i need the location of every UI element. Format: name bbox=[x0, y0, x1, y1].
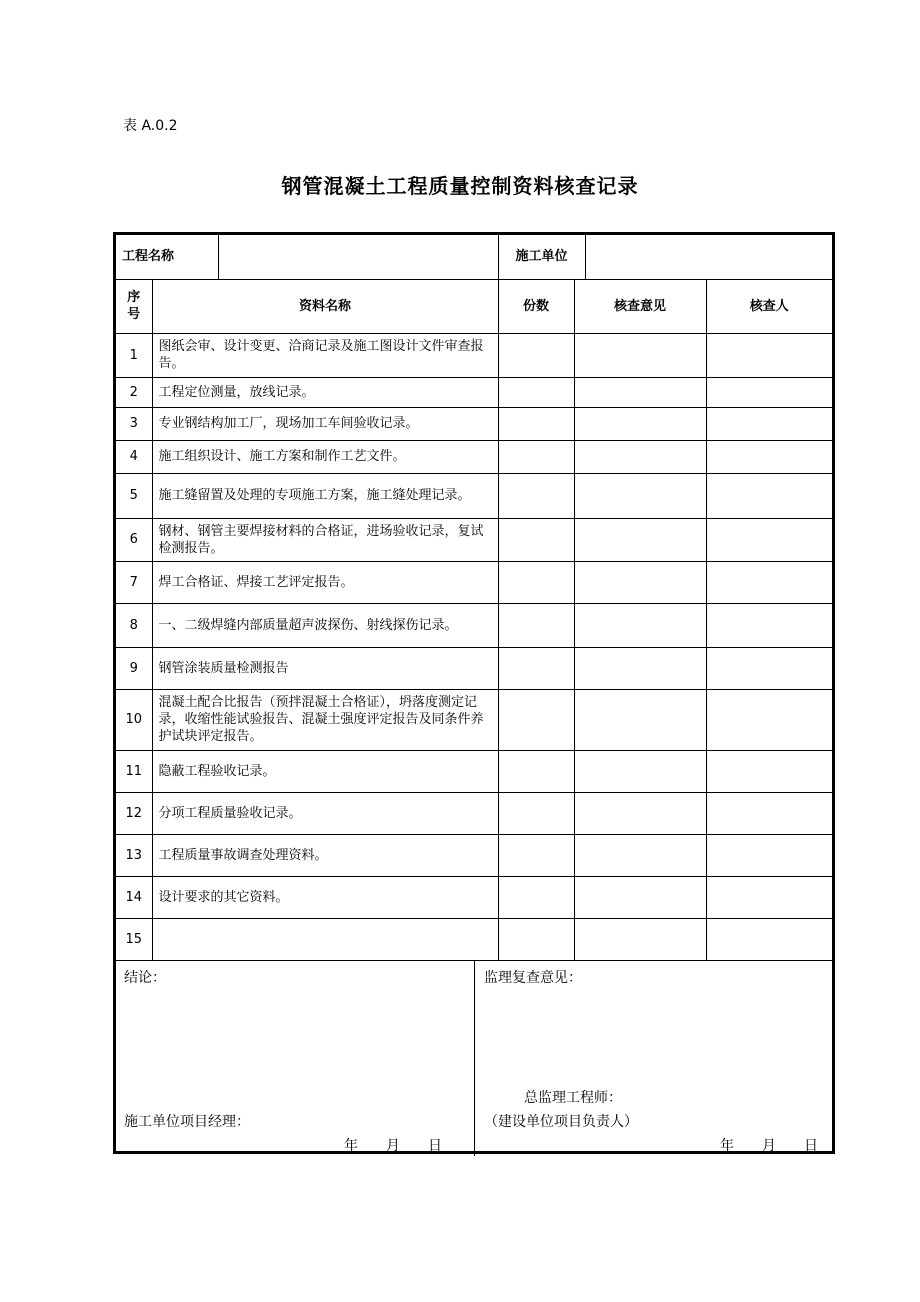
left-date: 年 月 日 bbox=[344, 1137, 442, 1154]
opinion-cell[interactable] bbox=[574, 473, 706, 518]
header-row bbox=[116, 235, 832, 279]
row-number: 6 bbox=[116, 518, 152, 561]
checker-cell[interactable] bbox=[706, 561, 832, 603]
copies-cell[interactable] bbox=[498, 792, 574, 834]
document-name: 钢管涂装质量检测报告 bbox=[152, 647, 498, 689]
checker-cell[interactable] bbox=[706, 834, 832, 876]
document-name: 混凝土配合比报告（预拌混凝土合格证），坍落度测定记录，收缩性能试验报告、混凝土强度评定报告及同条件养护试块评定报告。 bbox=[152, 689, 498, 750]
row-number: 14 bbox=[116, 876, 152, 918]
record-sheet bbox=[113, 232, 835, 1154]
chief-engineer-label: 总监理工程师： bbox=[524, 1089, 622, 1106]
checker-cell[interactable] bbox=[706, 918, 832, 960]
table-row bbox=[116, 473, 832, 518]
row-number: 15 bbox=[116, 918, 152, 960]
opinion-cell[interactable] bbox=[574, 603, 706, 647]
opinion-cell[interactable] bbox=[574, 407, 706, 440]
opinion-cell[interactable] bbox=[574, 647, 706, 689]
row-number: 10 bbox=[116, 689, 152, 750]
document-name: 工程定位测量，放线记录。 bbox=[152, 377, 498, 407]
document-name: 专业钢结构加工厂，现场加工车间验收记录。 bbox=[152, 407, 498, 440]
contractor-field[interactable] bbox=[585, 235, 832, 279]
document-name: 工程质量事故调查处理资料。 bbox=[152, 834, 498, 876]
copies-cell[interactable] bbox=[498, 561, 574, 603]
record-table bbox=[116, 235, 832, 961]
copies-cell[interactable] bbox=[498, 750, 574, 792]
row-number: 1 bbox=[116, 333, 152, 377]
row-number: 8 bbox=[116, 603, 152, 647]
table-row bbox=[116, 876, 832, 918]
row-number: 12 bbox=[116, 792, 152, 834]
checker-cell[interactable] bbox=[706, 750, 832, 792]
table-row bbox=[116, 333, 832, 377]
document-name bbox=[152, 918, 498, 960]
row-number: 5 bbox=[116, 473, 152, 518]
table-row bbox=[116, 689, 832, 750]
col-opinion-header: 核查意见 bbox=[574, 279, 706, 333]
copies-cell[interactable] bbox=[498, 407, 574, 440]
table-row bbox=[116, 792, 832, 834]
contractor-pm-label: 施工单位项目经理： bbox=[124, 1113, 250, 1130]
form-code: 表 A.0.2 bbox=[123, 118, 178, 134]
col-copies-header: 份数 bbox=[498, 279, 574, 333]
row-number: 11 bbox=[116, 750, 152, 792]
page-title: 钢管混凝土工程质量控制资料核查记录 bbox=[281, 174, 639, 198]
opinion-cell[interactable] bbox=[574, 750, 706, 792]
project-name-field[interactable] bbox=[218, 235, 498, 279]
conclusion-label: 结论： bbox=[124, 969, 166, 986]
document-name: 钢材、钢管主要焊接材料的合格证，进场验收记录，复试检测报告。 bbox=[152, 518, 498, 561]
table-row bbox=[116, 918, 832, 960]
opinion-cell[interactable] bbox=[574, 561, 706, 603]
table-row bbox=[116, 407, 832, 440]
checker-cell[interactable] bbox=[706, 473, 832, 518]
contractor-label: 施工单位 bbox=[498, 235, 585, 279]
col-checker-header: 核查人 bbox=[706, 279, 832, 333]
row-number: 7 bbox=[116, 561, 152, 603]
checker-cell[interactable] bbox=[706, 377, 832, 407]
table-row bbox=[116, 561, 832, 603]
row-number: 4 bbox=[116, 440, 152, 473]
row-number: 2 bbox=[116, 377, 152, 407]
table-row bbox=[116, 603, 832, 647]
project-name-label: 工程名称 bbox=[116, 235, 218, 279]
table-row bbox=[116, 440, 832, 473]
copies-cell[interactable] bbox=[498, 918, 574, 960]
row-number: 13 bbox=[116, 834, 152, 876]
opinion-cell[interactable] bbox=[574, 377, 706, 407]
copies-cell[interactable] bbox=[498, 689, 574, 750]
checker-cell[interactable] bbox=[706, 876, 832, 918]
copies-cell[interactable] bbox=[498, 647, 574, 689]
document-name: 一、二级焊缝内部质量超声波探伤、射线探伤记录。 bbox=[152, 603, 498, 647]
table-row bbox=[116, 647, 832, 689]
copies-cell[interactable] bbox=[498, 603, 574, 647]
copies-cell[interactable] bbox=[498, 377, 574, 407]
document-name: 施工组织设计、施工方案和制作工艺文件。 bbox=[152, 440, 498, 473]
document-name: 施工缝留置及处理的专项施工方案，施工缝处理记录。 bbox=[152, 473, 498, 518]
checker-cell[interactable] bbox=[706, 407, 832, 440]
copies-cell[interactable] bbox=[498, 834, 574, 876]
opinion-cell[interactable] bbox=[574, 689, 706, 750]
opinion-cell[interactable] bbox=[574, 876, 706, 918]
copies-cell[interactable] bbox=[498, 333, 574, 377]
checker-cell[interactable] bbox=[706, 792, 832, 834]
checker-cell[interactable] bbox=[706, 518, 832, 561]
opinion-cell[interactable] bbox=[574, 792, 706, 834]
supervision-label: 监理复查意见： bbox=[484, 969, 582, 986]
copies-cell[interactable] bbox=[498, 440, 574, 473]
col-seq-header: 序号 bbox=[116, 279, 152, 333]
checker-cell[interactable] bbox=[706, 440, 832, 473]
document-name: 分项工程质量验收记录。 bbox=[152, 792, 498, 834]
document-name: 图纸会审、设计变更、洽商记录及施工图设计文件审查报告。 bbox=[152, 333, 498, 377]
copies-cell[interactable] bbox=[498, 473, 574, 518]
opinion-cell[interactable] bbox=[574, 518, 706, 561]
column-header-row bbox=[116, 279, 832, 333]
checker-cell[interactable] bbox=[706, 647, 832, 689]
table-row bbox=[116, 377, 832, 407]
row-number: 3 bbox=[116, 407, 152, 440]
right-date: 年 月 日 bbox=[720, 1137, 818, 1154]
table-row bbox=[116, 518, 832, 561]
opinion-cell[interactable] bbox=[574, 333, 706, 377]
checker-cell[interactable] bbox=[706, 603, 832, 647]
opinion-cell[interactable] bbox=[574, 834, 706, 876]
copies-cell[interactable] bbox=[498, 876, 574, 918]
owner-rep-label: （建设单位项目负责人） bbox=[484, 1113, 638, 1130]
opinion-cell[interactable] bbox=[574, 918, 706, 960]
document-name: 隐蔽工程验收记录。 bbox=[152, 750, 498, 792]
checker-cell[interactable] bbox=[706, 689, 832, 750]
row-number: 9 bbox=[116, 647, 152, 689]
opinion-cell[interactable] bbox=[574, 440, 706, 473]
table-row bbox=[116, 834, 832, 876]
document-name: 设计要求的其它资料。 bbox=[152, 876, 498, 918]
copies-cell[interactable] bbox=[498, 518, 574, 561]
checker-cell[interactable] bbox=[706, 333, 832, 377]
document-name: 焊工合格证、焊接工艺评定报告。 bbox=[152, 561, 498, 603]
table-row bbox=[116, 750, 832, 792]
col-document-header: 资料名称 bbox=[152, 279, 498, 333]
signature-section bbox=[116, 961, 832, 1156]
footer-divider bbox=[474, 961, 475, 1156]
